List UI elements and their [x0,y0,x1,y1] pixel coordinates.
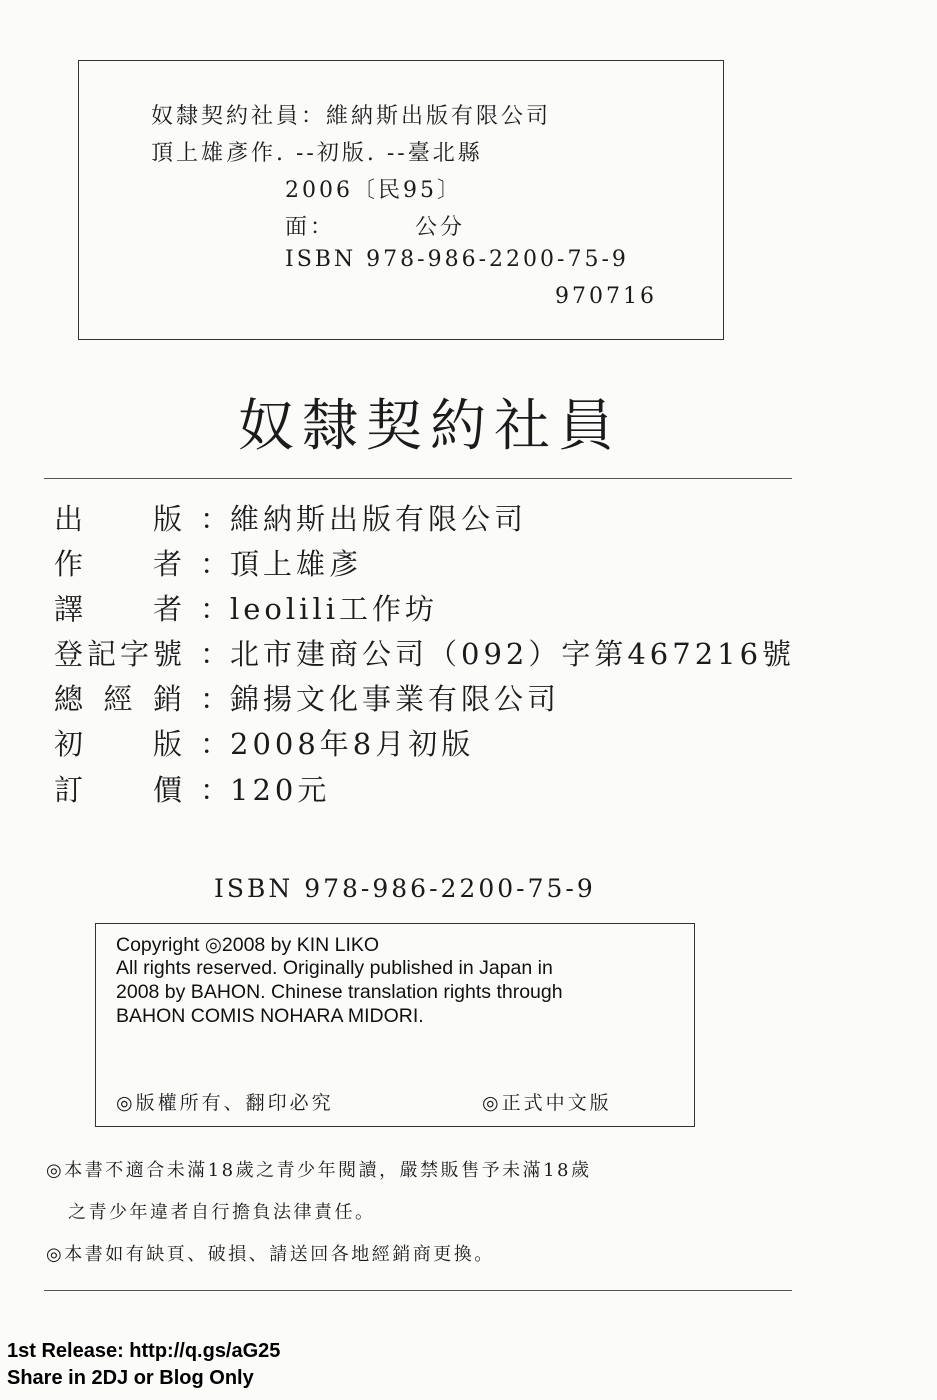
book-title: 奴隸契約社員 [238,394,622,459]
cip-pages-size [285,210,465,241]
share-note: Share in 2DJ or Blog Only [7,1367,254,1389]
cip-year: 2006〔民95〕 [285,178,462,203]
cip-size-label: 公分 [415,215,466,240]
age-restriction-notice-cont: 之青少年違者自行擔負法律責任。 [68,1202,376,1223]
info-value: 維納斯出版有限公司 [230,502,528,536]
info-colon: ： [200,682,230,716]
cip-code: 970716 [555,284,657,309]
cip-title-publisher: 奴隸契約社員：維納斯出版有限公司 [151,104,552,129]
copyright-line: BAHON COMIS NOHARA MIDORI. [116,1005,424,1027]
info-colon: ： [200,727,230,761]
divider-bottom [44,1290,792,1291]
cip-pages-label: 面： [285,215,336,240]
info-colon: ： [200,592,230,626]
info-colon: ： [200,773,230,807]
info-value: 錦揚文化事業有限公司 [230,682,561,716]
age-restriction-notice: ◎本書不適合未滿18歲之青少年閱讀，嚴禁販售予未滿18歲 [46,1160,592,1181]
info-label: 總 經 銷 [54,682,182,716]
info-label: 作 者 [54,547,182,581]
release-link-text: 1st Release: http://q.gs/aG25 [7,1340,281,1362]
cip-record-box [78,60,724,340]
isbn-number: ISBN 978-986-2200-75-9 [214,874,596,903]
info-colon: ： [200,502,230,536]
info-value: 2008年8月初版 [230,727,475,761]
info-label: 登 記 字 號 [54,637,182,671]
info-value: 120元 [230,773,331,807]
cip-isbn: ISBN 978-986-2200-75-9 [285,247,629,272]
defect-return-notice: ◎本書如有缺頁、破損、請送回各地經銷商更換。 [46,1244,495,1265]
info-value: 北市建商公司（092）字第467216號 [230,637,796,671]
info-label: 出 版 [54,502,182,536]
info-value: leolili工作坊 [230,592,438,626]
info-colon: ： [200,547,230,581]
cip-author-edition: 頂上雄彥作. --初版. --臺北縣 [151,141,483,166]
info-colon: ： [200,637,230,671]
info-label: 譯 者 [54,592,182,626]
copyright-box [95,923,695,1127]
divider-top [44,478,792,479]
official-edition-note: ◎正式中文版 [482,1092,612,1114]
info-label: 初 版 [54,727,182,761]
rights-reserved-note: ◎版權所有、翻印必究 [116,1092,334,1114]
copyright-line: All rights reserved. Originally published in Japan in [116,957,553,979]
info-label: 訂 價 [54,773,182,807]
info-value: 頂上雄彥 [230,547,363,581]
copyright-line: Copyright ◎2008 by KIN LIKO [116,934,380,956]
copyright-line: 2008 by BAHON. Chinese translation rights through [116,981,563,1003]
